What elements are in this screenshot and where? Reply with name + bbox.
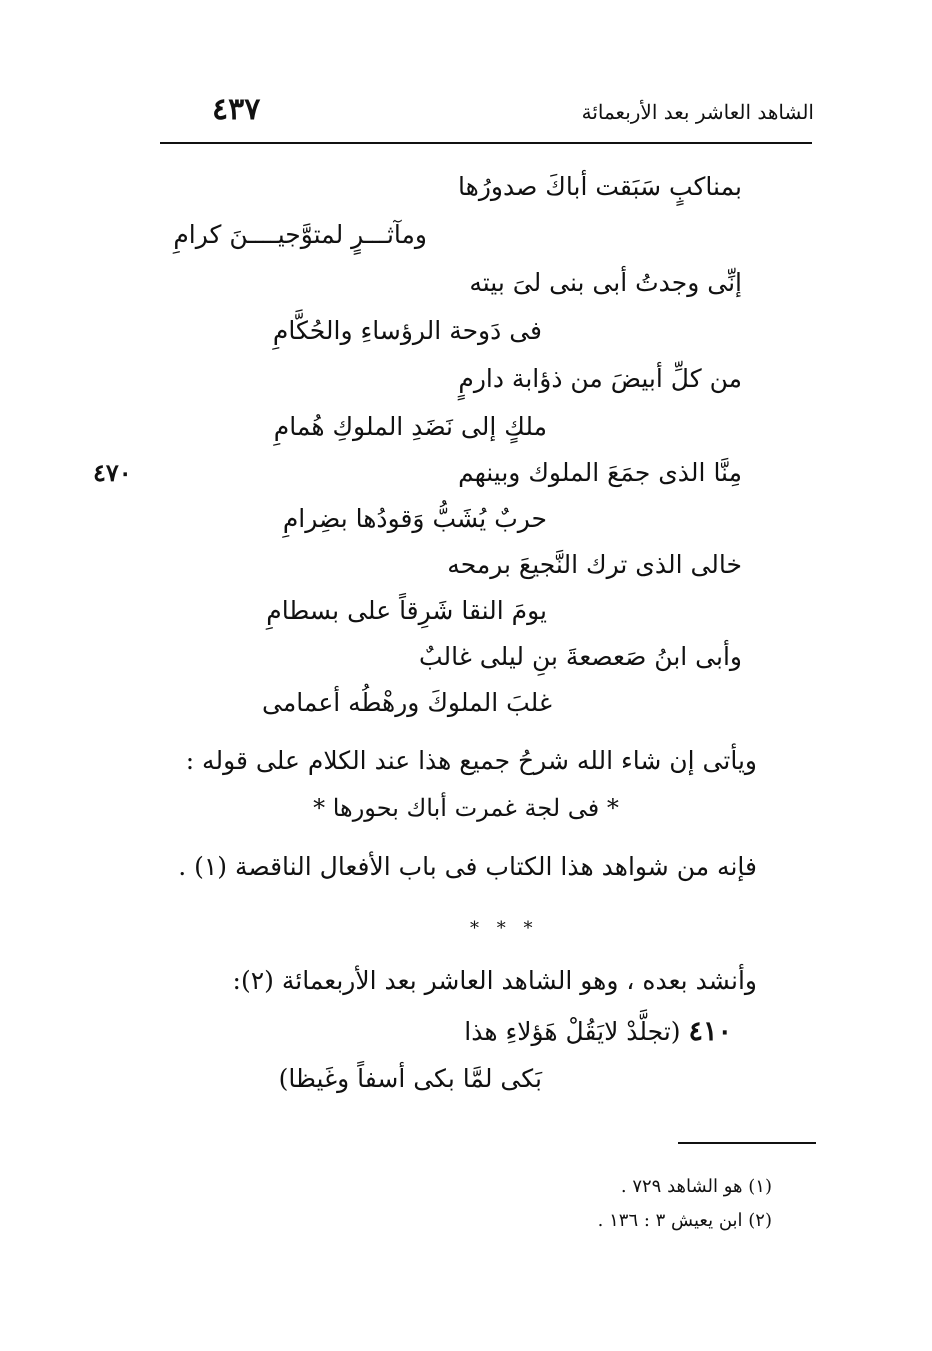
prose-paragraph-2: فإنه من شواهد هذا الكتاب فى باب الأفعال الناقصة (١) .	[178, 852, 757, 881]
verse-410-first-line	[464, 1016, 732, 1047]
page-number: ٤٣٧	[212, 92, 261, 127]
verse-1-first-hemistich: بمناكبٍ سَبَقت أباكَ صدورُها	[458, 172, 742, 201]
verse-4-second-hemistich: حربٌ يُشَبُّ وَقودُها بضِرامِ	[282, 504, 547, 533]
verse-410-first-hemistich: (تجلَّدْ لايَقُلْ هَؤلاءِ هذا	[464, 1017, 681, 1046]
verse-3-first-hemistich: من كلِّ أبيضَ من ذؤابة دارمٍ	[458, 364, 742, 393]
section-separator: * * *	[470, 918, 539, 939]
margin-verse-number: ٤٧٠	[93, 458, 132, 487]
quoted-hemistich: * فى لجة غمرت أباك بحورها *	[313, 794, 619, 822]
running-header-title: الشاهد العاشر بعد الأربعمائة	[581, 100, 814, 124]
verse-1-second-hemistich: ومآثـــرٍ لمتوَّجيــــنَ كرامِ	[173, 220, 427, 249]
header-rule	[160, 142, 812, 144]
verse-2-second-hemistich: فى دَوحة الرؤساءِ والحُكَّامِ	[272, 316, 542, 345]
verse-5-first-hemistich: خالى الذى ترك النَّجيعَ برمحه	[447, 550, 742, 579]
prose-paragraph-1: ويأتى إن شاء الله شرحُ جميع هذا عند الكلام على قوله :	[185, 746, 757, 775]
verse-3-second-hemistich: ملكٍ إلى نَضَدِ الملوكِ هُمامِ	[273, 412, 547, 441]
verse-6-second-hemistich: غلبَ الملوكَ ورهْطُه أعمامى	[262, 688, 552, 717]
footnote-1: (١) هو الشاهد ٧٢٩ .	[620, 1176, 772, 1197]
prose-paragraph-3: وأنشد بعده ، وهو الشاهد العاشر بعد الأربعمائة (٢):	[232, 966, 757, 995]
verse-6-first-hemistich: وأبى ابنُ صَعصعةَ بنِ ليلى غالبٌ	[418, 642, 742, 671]
verse-410-second-hemistich: بَكى لمَّا بكى أسفاً وغَيظا)	[278, 1064, 542, 1093]
footnote-rule	[678, 1142, 816, 1144]
footnote-2: (٢) ابن يعيش ٣ : ١٣٦ .	[597, 1210, 772, 1231]
verse-5-second-hemistich: يومَ النقا شَرِقاً على بسطامِ	[266, 596, 547, 625]
verse-4-first-hemistich: مِنَّا الذى جمَعَ الملوك وبينهم	[458, 458, 742, 487]
verse-410-number: ٤١٠	[688, 1016, 732, 1047]
verse-2-first-hemistich: إنِّى وجدتُ أبى بنى لىَ بيته	[469, 268, 742, 297]
